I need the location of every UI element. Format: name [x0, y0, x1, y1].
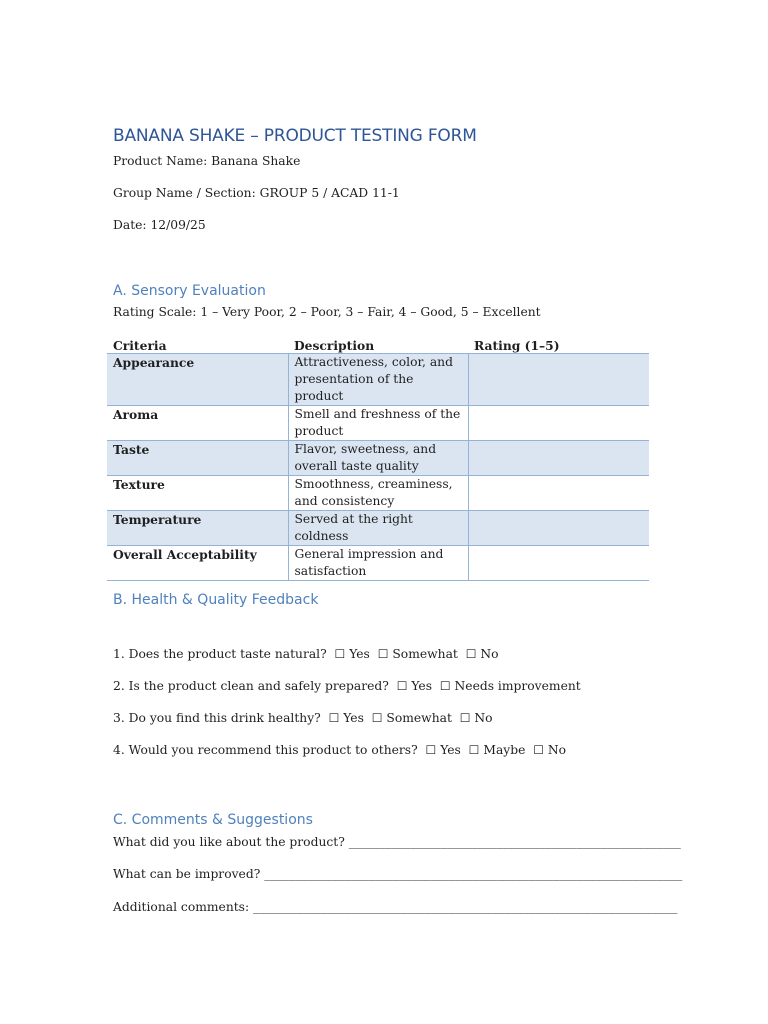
checkbox-icon[interactable]: ☐ — [396, 679, 408, 693]
option-no[interactable]: ☐ No — [533, 743, 567, 757]
description-cell: Smoothness, creaminess, and consistency — [288, 476, 468, 511]
sensory-evaluation-table — [107, 337, 649, 581]
question-1 — [113, 647, 499, 661]
column-header-rating: Rating (1–5) — [468, 337, 649, 354]
criteria-cell: Appearance — [107, 354, 288, 406]
description-cell: General impression and satisfaction — [288, 546, 468, 581]
option-yes[interactable]: ☐ Yes — [425, 743, 461, 757]
comment-field-liked[interactable]: What did you like about the product? ______________________________________________________ — [113, 835, 681, 849]
section-b-heading: B. Health & Quality Feedback — [113, 592, 319, 608]
question-text: 1. Does the product taste natural? — [113, 647, 327, 661]
option-yes[interactable]: ☐ Yes — [396, 679, 433, 693]
section-c-heading: C. Comments & Suggestions — [113, 812, 313, 828]
checkbox-icon[interactable]: ☐ — [439, 679, 451, 693]
checkbox-icon[interactable]: ☐ — [377, 647, 389, 661]
section-a-heading: A. Sensory Evaluation — [113, 283, 266, 299]
description-cell: Flavor, sweetness, and overall taste quality — [288, 441, 468, 476]
form-title: BANANA SHAKE – PRODUCT TESTING FORM — [113, 126, 477, 146]
option-yes[interactable]: ☐ Yes — [328, 711, 364, 725]
rating-cell[interactable] — [468, 441, 649, 476]
checkbox-icon[interactable]: ☐ — [371, 711, 383, 725]
question-text: 4. Would you recommend this product to others? — [113, 743, 418, 757]
criteria-cell: Temperature — [107, 511, 288, 546]
question-3 — [113, 711, 493, 725]
comment-field-improve[interactable]: What can be improved? ____________________________________________________________________ — [113, 867, 683, 881]
rating-cell[interactable] — [468, 406, 649, 441]
criteria-cell: Texture — [107, 476, 288, 511]
rating-cell[interactable] — [468, 354, 649, 406]
question-text: 2. Is the product clean and safely prepared? — [113, 679, 389, 693]
checkbox-icon[interactable]: ☐ — [334, 647, 346, 661]
column-header-description: Description — [288, 337, 468, 354]
table-row — [107, 546, 649, 581]
rating-cell[interactable] — [468, 476, 649, 511]
option-no[interactable]: ☐ No — [459, 711, 493, 725]
table-row — [107, 406, 649, 441]
description-cell: Attractiveness, color, and presentation of the product — [288, 354, 468, 406]
checkbox-icon[interactable]: ☐ — [328, 711, 340, 725]
question-4 — [113, 743, 566, 757]
option-somewhat[interactable]: ☐ Somewhat — [377, 647, 458, 661]
date-line: Date: 12/09/25 — [113, 218, 206, 232]
product-name-line: Product Name: Banana Shake — [113, 154, 301, 168]
table-row — [107, 511, 649, 546]
description-cell: Served at the right coldness — [288, 511, 468, 546]
rating-cell[interactable] — [468, 511, 649, 546]
table-row — [107, 354, 649, 406]
option-maybe[interactable]: ☐ Maybe — [468, 743, 526, 757]
option-somewhat[interactable]: ☐ Somewhat — [371, 711, 452, 725]
option-no[interactable]: ☐ No — [465, 647, 499, 661]
rating-cell[interactable] — [468, 546, 649, 581]
criteria-cell: Taste — [107, 441, 288, 476]
group-name-line: Group Name / Section: GROUP 5 / ACAD 11-1 — [113, 186, 400, 200]
checkbox-icon[interactable]: ☐ — [465, 647, 477, 661]
option-needs-improvement[interactable]: ☐ Needs improvement — [439, 679, 581, 693]
question-text: 3. Do you find this drink healthy? — [113, 711, 321, 725]
checkbox-icon[interactable]: ☐ — [468, 743, 480, 757]
criteria-cell: Aroma — [107, 406, 288, 441]
table-header-row — [107, 337, 649, 354]
checkbox-icon[interactable]: ☐ — [459, 711, 471, 725]
rating-scale: Rating Scale: 1 – Very Poor, 2 – Poor, 3 – Fair, 4 – Good, 5 – Excellent — [113, 305, 541, 319]
checkbox-icon[interactable]: ☐ — [533, 743, 544, 757]
question-2 — [113, 679, 581, 693]
criteria-cell: Overall Acceptability — [107, 546, 288, 581]
option-yes[interactable]: ☐ Yes — [334, 647, 370, 661]
table-row — [107, 441, 649, 476]
checkbox-icon[interactable]: ☐ — [425, 743, 437, 757]
comment-field-additional[interactable]: Additional comments: _____________________________________________________________________ — [113, 900, 678, 914]
table-row — [107, 476, 649, 511]
column-header-criteria: Criteria — [107, 337, 288, 354]
description-cell: Smell and freshness of the product — [288, 406, 468, 441]
